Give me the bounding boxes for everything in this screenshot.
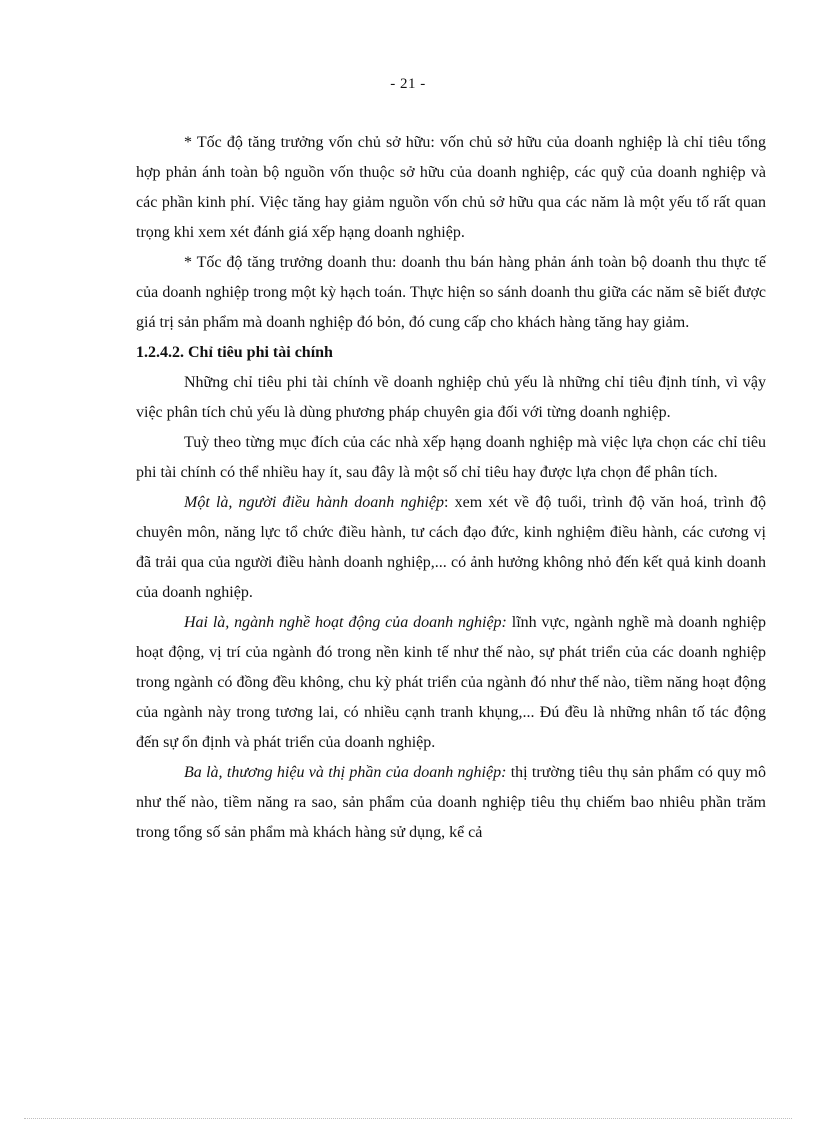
paragraph-brand-market-share <box>136 758 766 848</box>
paragraph-lead-italic: Ba là, thương hiệu và thị phần của doanh nghiệp: <box>184 764 507 781</box>
paragraph-body-text: thị trường tiêu thụ sản phẩm có quy mô như thế nào, tiềm năng ra sao, sản phẩm của doanh nghiệp tiêu thụ chiếm bao nhiêu phần trăm trong tổng số sản phẩm mà khách hàng sử dụng, kể cả <box>136 764 766 841</box>
body-text <box>136 128 766 848</box>
paragraph-selection: Tuỳ theo từng mục đích của các nhà xếp hạng doanh nghiệp mà việc lựa chọn các chỉ tiêu phi tài chính có thể nhiều hay ít, sau đây là một số chỉ tiêu hay được lựa chọn để phân tích. <box>136 434 766 481</box>
section-heading: 1.2.4.2. Chỉ tiêu phi tài chính <box>136 344 333 361</box>
page-number: - 21 - <box>390 76 426 92</box>
paragraph-equity-growth: * Tốc độ tăng trưởng vốn chủ sở hữu: vốn chủ sở hữu của doanh nghiệp là chỉ tiêu tổng hợp phản ánh toàn bộ nguồn vốn thuộc sở hữu của doanh nghiệp, các quỹ của doanh nghiệp và các phần kinh phí. Việc tăng hay giảm nguồn vốn chủ sở hữu qua các năm là một yếu tố rất quan trọng khi xem xét đánh giá xếp hạng doanh nghiệp. <box>136 134 766 241</box>
footer-divider <box>24 1118 792 1119</box>
paragraph-body-text: : xem xét về độ tuổi, trình độ văn hoá, trình độ chuyên môn, năng lực tổ chức điều hành, tư cách đạo đức, kinh nghiệm điều hành, các cương vị đã trải qua của người điều hành doanh nghiệp,... có ảnh hưởng không nhỏ đến kết quả kinh doanh của doanh nghiệp. <box>136 494 766 601</box>
paragraph-management <box>136 488 766 608</box>
paragraph-body-text: lĩnh vực, ngành nghề mà doanh nghiệp hoạt động, vị trí của ngành đó trong nền kinh tế như thế nào, sự phát triển của các doanh nghiệp trong ngành có đồng đều không, chu kỳ phát triển của ngành đó như thế nào, tiềm năng hoạt động của ngành này trong tương lai, có nhiều cạnh tranh khụng,... Đú đều là những nhân tố tác động đến sự ổn định và phát triển của doanh nghiệp. <box>136 614 767 751</box>
paragraph-revenue-growth: * Tốc độ tăng trưởng doanh thu: doanh thu bán hàng phản ánh toàn bộ doanh thu thực tế của doanh nghiệp trong một kỳ hạch toán. Thực hiện so sánh doanh thu giữa các năm sẽ biết được giá trị sản phẩm mà doanh nghiệp đó bỏn, đó cung cấp cho khách hàng tăng hay giảm. <box>136 254 766 331</box>
paragraph-lead-italic: Một là, người điều hành doanh nghiệp <box>184 494 445 511</box>
paragraph-lead-italic: Hai là, ngành nghề hoạt động của doanh nghiệp: <box>184 614 507 631</box>
paragraph-industry <box>136 608 766 758</box>
paragraph-non-financial-intro: Những chỉ tiêu phi tài chính về doanh nghiệp chủ yếu là những chỉ tiêu định tính, vì vậy việc phân tích chủ yếu là dùng phương pháp chuyên gia đối với từng doanh nghiệp. <box>136 374 766 421</box>
